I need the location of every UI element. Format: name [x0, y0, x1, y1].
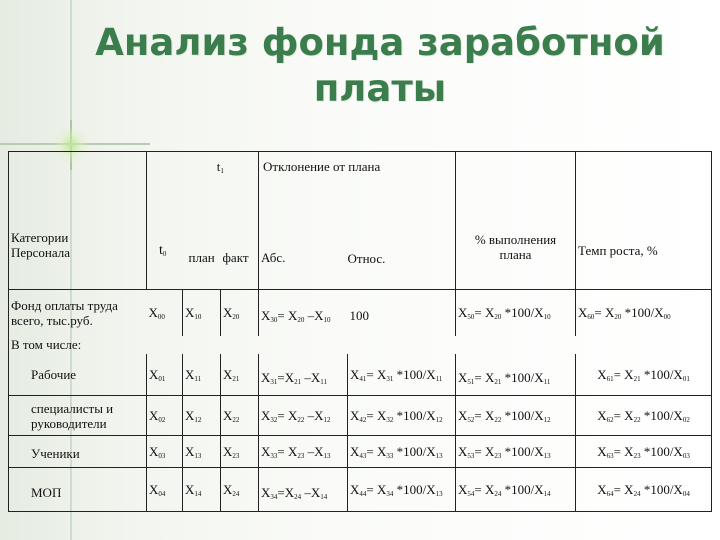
row-label: Рабочие — [9, 354, 147, 396]
header-t1: $t_1$ — [183, 152, 259, 182]
fund-rel: 100 — [348, 290, 456, 336]
header-row-1 — [9, 152, 712, 182]
header-growth-top — [576, 152, 712, 182]
fund-fact: $Х_{20}$ — [221, 290, 259, 336]
table-row — [9, 396, 712, 436]
row-label: МОП — [9, 468, 147, 512]
cell-fact: $Х_{24}$ — [221, 468, 259, 512]
header-row-2 — [9, 182, 712, 290]
header-pct: % выполнения плана — [456, 182, 576, 290]
cell-growth: $Х_{62}= Х_{22}$ $*100/Х_{02}$ — [576, 396, 712, 436]
cell-pct: $Х_{54}= Х_{24}$ $*100/Х_{14}$ — [456, 468, 576, 512]
header-pct-top — [456, 152, 576, 182]
cell-growth: $Х_{61}= Х_{21}$ $*100/Х_{01}$ — [576, 354, 712, 396]
cell-growth: $Х_{64}= Х_{24}$ $*100/Х_{04}$ — [576, 468, 712, 512]
fund-abs: $Х_{30}= Х_{20}$ $-Х_{10}$ — [259, 290, 348, 336]
cell-abs: $Х_{31}=Х_{21}$ $-Х_{11}$ — [259, 354, 348, 396]
header-abs: Абс. — [259, 182, 348, 290]
title-line-2: платы — [313, 67, 447, 110]
cell-plan: $Х_{13}$ — [183, 436, 221, 468]
table-row — [9, 354, 712, 396]
header-plan: план — [183, 182, 221, 290]
header-rel: Относ. — [348, 182, 456, 290]
subheader-row — [9, 336, 712, 354]
cell-plan: $Х_{11}$ — [183, 354, 221, 396]
cell-rel: $Х_{43}= Х_{33}$ $*100/Х_{13}$ — [348, 436, 456, 468]
cell-rel: $Х_{42}= Х_{32}$ $*100/Х_{12}$ — [348, 396, 456, 436]
cell-abs: $Х_{34}=Х_{24}$ $-Х_{14}$ — [259, 468, 348, 512]
cell-rel: $Х_{44}= Х_{34}$ $*100/Х_{13}$ — [348, 468, 456, 512]
cell-t0: $Х_{01}$ — [147, 354, 183, 396]
cell-t0: $Х_{04}$ — [147, 468, 183, 512]
cell-growth: $Х_{63}= Х_{23}$ $*100/Х_{03}$ — [576, 436, 712, 468]
fund-label: Фонд оплаты труда всего, тыс.руб. — [9, 290, 147, 336]
header-fact: факт — [221, 182, 259, 290]
cell-t0: $Х_{02}$ — [147, 396, 183, 436]
header-deviation: Отклонение от плана — [259, 152, 456, 182]
table-row — [9, 436, 712, 468]
title-line-1: Анализ фонда заработной — [95, 21, 665, 64]
cell-fact: $Х_{22}$ — [221, 396, 259, 436]
header-growth: Темп роста, % — [576, 182, 712, 290]
fund-growth: $Х_{60}= Х_{20}$ $*100/Х_{00}$ — [576, 290, 712, 336]
cell-fact: $Х_{21}$ — [221, 354, 259, 396]
fund-t0: $Х_{00}$ — [147, 290, 183, 336]
header-t0-top — [147, 152, 183, 182]
fund-row — [9, 290, 712, 336]
cell-t0: $Х_{03}$ — [147, 436, 183, 468]
fund-plan: $Х_{10}$ — [183, 290, 221, 336]
header-category: Категории Персонала — [9, 182, 147, 290]
cell-plan: $Х_{12}$ — [183, 396, 221, 436]
payroll-analysis-table — [8, 151, 712, 512]
table-row — [9, 468, 712, 512]
cell-pct: $Х_{53}= Х_{23}$ $*100/Х_{13}$ — [456, 436, 576, 468]
cell-fact: $Х_{23}$ — [221, 436, 259, 468]
cell-plan: $Х_{14}$ — [183, 468, 221, 512]
cell-pct: $Х_{52}= Х_{22}$ $*100/Х_{12}$ — [456, 396, 576, 436]
row-label: специалисты и руководители — [9, 396, 147, 436]
row-label: Ученики — [9, 436, 147, 468]
header-t0: $t_0$ — [147, 182, 183, 290]
header-category-top — [9, 152, 147, 182]
cell-abs: $Х_{33}= Х_{23}$ $-Х_{13}$ — [259, 436, 348, 468]
cell-rel: $Х_{41}= Х_{31}$ $*100/Х_{11}$ — [348, 354, 456, 396]
subheader-label: В том числе: — [9, 336, 712, 354]
cell-pct: $Х_{51}= Х_{21}$ $*100/Х_{11}$ — [456, 354, 576, 396]
slide-title — [60, 20, 700, 112]
cell-abs: $Х_{32}= Х_{22}$ $-Х_{12}$ — [259, 396, 348, 436]
fund-pct: $Х_{50}= Х_{20}$ $*100/Х_{10}$ — [456, 290, 576, 336]
